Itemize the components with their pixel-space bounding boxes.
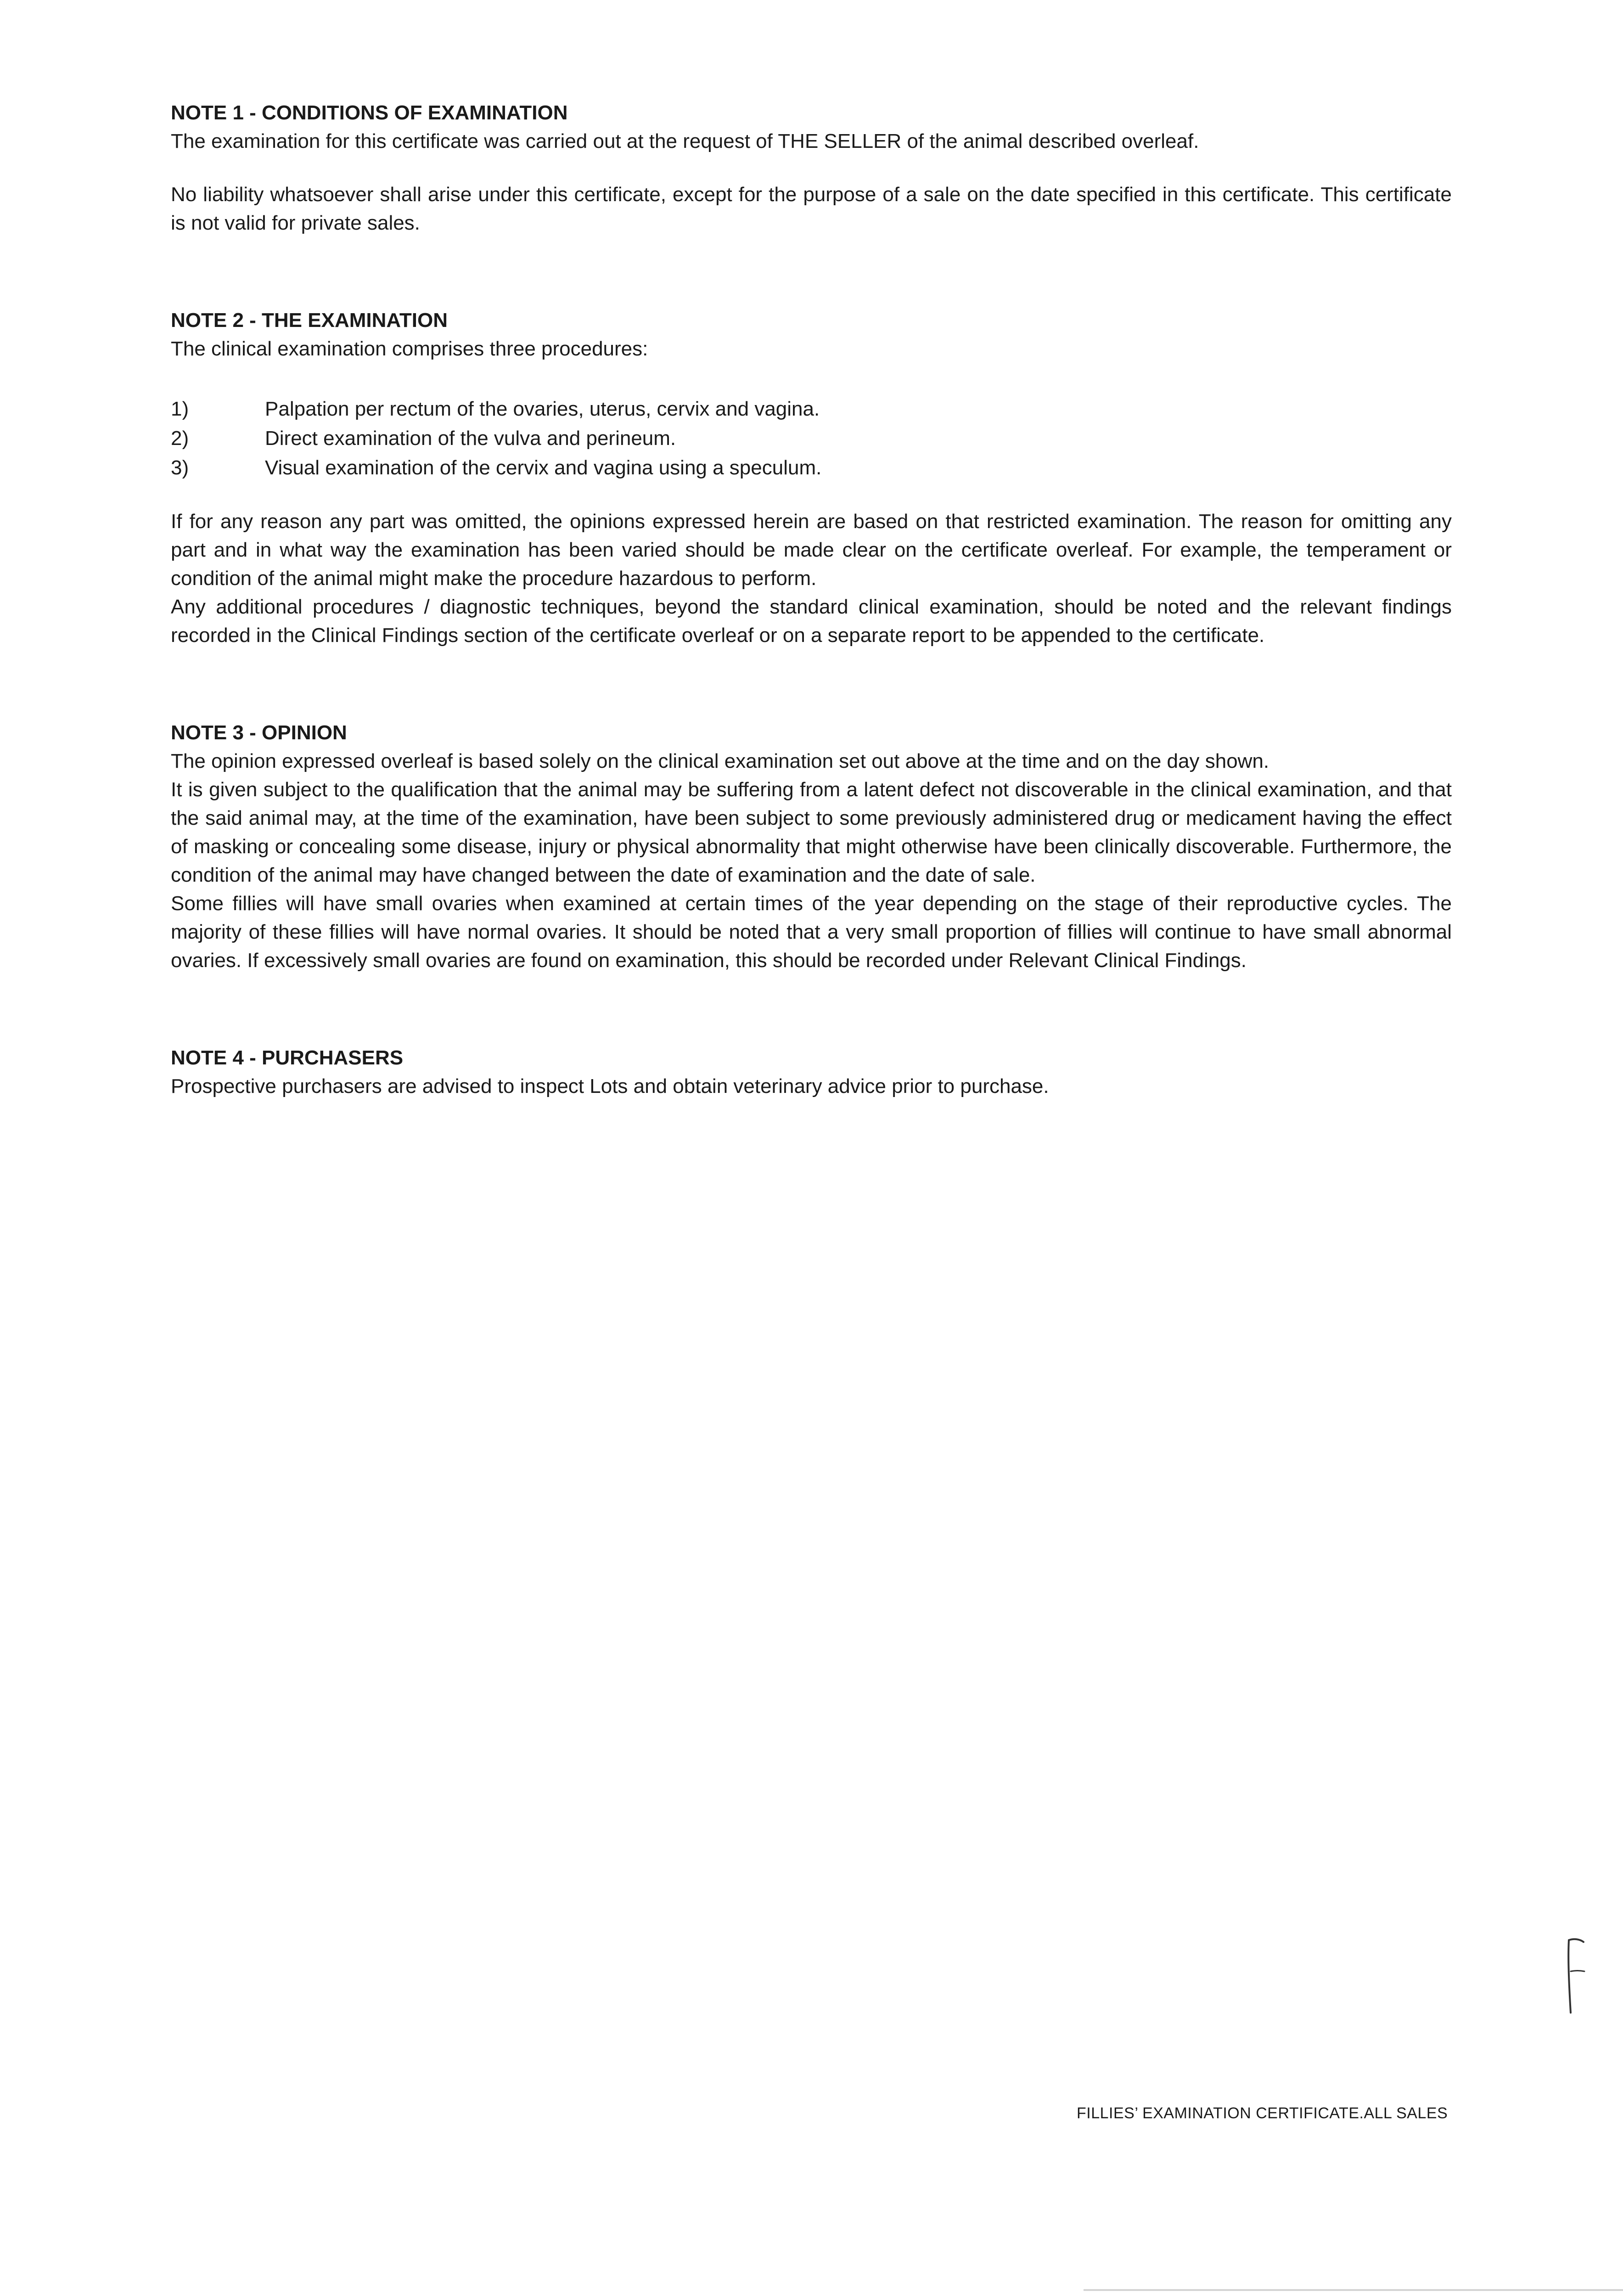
note-3-heading: NOTE 3 - OPINION	[171, 721, 347, 744]
list-item	[171, 394, 1452, 424]
footer-label: FILLIES’ EXAMINATION CERTIFICATE.ALL SALES	[1077, 2105, 1448, 2122]
list-item	[171, 453, 1452, 483]
procedure-number: 1)	[171, 398, 189, 420]
note-1-heading: NOTE 1 - CONDITIONS OF EXAMINATION	[171, 101, 568, 124]
procedure-list	[171, 394, 1452, 483]
note-3-paragraph-3: Some fillies will have small ovaries when examined at certain times of the year depending on the stage of their reproductive cycles. The majority of these fillies will have normal ovaries. It should be noted that a very small proportion of fillies will continue to have small abnormal ovaries. If excessively small ovaries are found on examination, this should be recorded under Relevant Clinical Findings.	[171, 892, 1452, 972]
spacer	[171, 483, 1452, 507]
note-2-intro: The clinical examination comprises three procedures:	[171, 338, 648, 360]
note-3-paragraph-1: The opinion expressed overleaf is based solely on the clinical examination set out above at the time and on the day shown.	[171, 750, 1269, 772]
note-2-additional-paragraph: Any additional procedures / diagnostic techniques, beyond the standard clinical examination, should be noted and the relevant findings recorded in the Clinical Findings section of the certificate overleaf or on a separate report to be appended to the certificate.	[171, 596, 1452, 647]
note-4-section	[171, 1044, 1452, 1101]
procedure-number: 3)	[171, 456, 189, 479]
note-4-heading: NOTE 4 - PURCHASERS	[171, 1047, 404, 1069]
note-1-paragraph-1: The examination for this certificate was carried out at the request of THE SELLER of the animal described overleaf.	[171, 130, 1199, 152]
note-2-omitted-paragraph: If for any reason any part was omitted, the opinions expressed herein are based on that restricted examination. The reason for omitting any part and in what way the examination has been varied should be made clear on the certificate overleaf. For example, the temperament or condition of the animal might make the procedure hazardous to perform.	[171, 510, 1452, 590]
note-4-paragraph-1: Prospective purchasers are advised to inspect Lots and obtain veterinary advice prior to purchase.	[171, 1075, 1049, 1097]
procedure-number: 2)	[171, 427, 189, 450]
procedure-text: Palpation per rectum of the ovaries, uterus, cervix and vagina.	[265, 398, 820, 420]
section-spacer	[171, 237, 1452, 306]
handwritten-f-mark	[1559, 1936, 1586, 2018]
section-spacer	[171, 650, 1452, 719]
note-2-heading: NOTE 2 - THE EXAMINATION	[171, 309, 448, 332]
note-3-section	[171, 719, 1452, 975]
spacer	[171, 156, 1452, 180]
list-item	[171, 424, 1452, 453]
section-spacer	[171, 975, 1452, 1044]
procedure-text: Direct examination of the vulva and perineum.	[265, 427, 676, 450]
note-3-paragraph-2: It is given subject to the qualification that the animal may be suffering from a latent defect not discoverable in the clinical examination, and that the said animal may, at the time of the examination, have been subject to some previously administered drug or medicament having the effect of masking or concealing some disease, injury or physical abnormality that might otherwise have been clinically discoverable. Furthermore, the condition of the animal may have changed between the date of examination and the date of sale.	[171, 778, 1452, 886]
note-1-paragraph-2: No liability whatsoever shall arise under this certificate, except for the purpose of a sale on the date specified in this certificate. This certificate is not valid for private sales.	[171, 183, 1452, 234]
note-1-section	[171, 99, 1452, 237]
spacer	[171, 363, 1452, 394]
notes-body	[171, 99, 1452, 1101]
procedure-text: Visual examination of the cervix and vagina using a speculum.	[265, 456, 822, 479]
note-2-section	[171, 306, 1452, 650]
scan-edge-line	[1084, 2289, 1623, 2291]
